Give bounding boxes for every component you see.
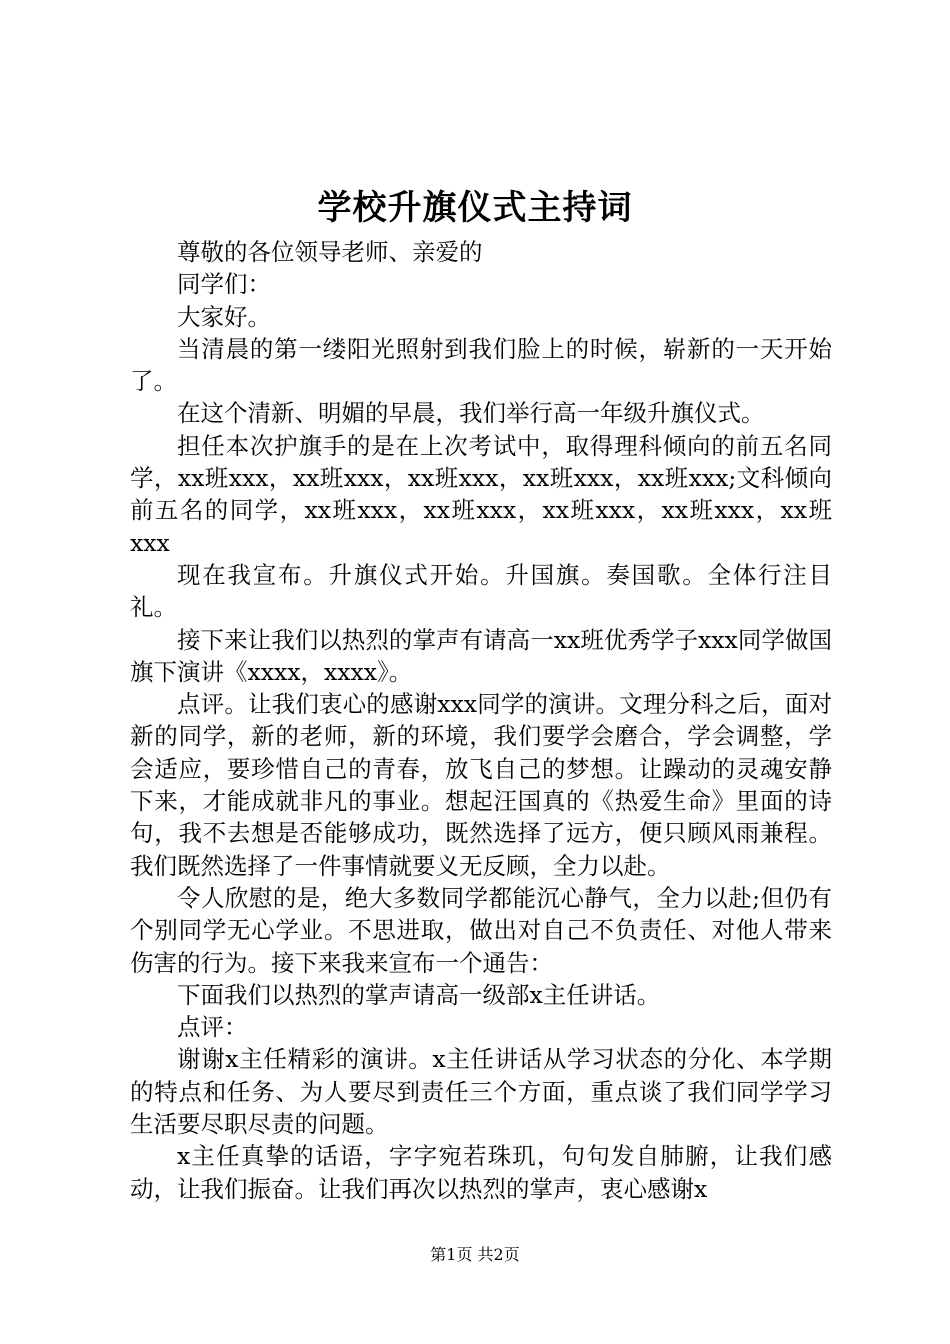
paragraph-ceremony: 在这个清新、明媚的早晨，我们举行高一年级升旗仪式。 bbox=[177, 399, 765, 428]
page-footer: 第1页 共2页 bbox=[430, 1245, 520, 1264]
paragraph-comment-label: 点评： bbox=[177, 1013, 248, 1042]
paragraph-thanks: 谢谢x主任精彩的演讲。x主任讲话从学习状态的分化、本学期的特点和任务、为人要尽到责任三个方面，重点谈了我们同学学习生活要尽职尽责的问题。 bbox=[130, 1045, 832, 1139]
paragraph-speech-invite: 接下来让我们以热烈的掌声有请高一xx班优秀学子xxx同学做国旗下演讲《xxxx，xxxx》。 bbox=[130, 625, 832, 686]
paragraph-greeting: 尊敬的各位领导老师、亲爱的 bbox=[177, 238, 483, 266]
document-title: 学校升旗仪式主持词 bbox=[317, 188, 633, 228]
paragraph-students: 同学们： bbox=[177, 270, 271, 299]
paragraph-notice: 令人欣慰的是，绝大多数同学都能沉心静气，全力以赴;但仍有个别同学无心学业。不思进取，做出对自己不负责任、对他人带来伤害的行为。接下来我来宣布一个通告： bbox=[130, 883, 832, 977]
document-body bbox=[130, 236, 832, 1205]
paragraph-hello: 大家好。 bbox=[177, 302, 271, 331]
paragraph-announce: 现在我宣布。升旗仪式开始。升国旗。奏国歌。全体行注目礼。 bbox=[130, 560, 832, 622]
paragraph-director-invite: 下面我们以热烈的掌声请高一级部x主任讲话。 bbox=[177, 980, 661, 1009]
paragraph-morning: 当清晨的第一缕阳光照射到我们脸上的时候，崭新的一天开始了。 bbox=[130, 334, 832, 396]
paragraph-flag-guards: 担任本次护旗手的是在上次考试中，取得理科倾向的前五名同学，xx班xxx，xx班xxx，xx班xxx，xx班xxx，xx班xxx;文科倾向前五名的同学，xx班xxx，xx班xxx，xx班xxx，xx班xxx，xx班xxx bbox=[130, 431, 832, 557]
paragraph-comment-1: 点评。让我们衷心的感谢xxx同学的演讲。文理分科之后，面对新的同学，新的老师，新的环境，我们要学会磨合，学会调整，学会适应，要珍惜自己的青春，放飞自己的梦想。让躁动的灵魂安静下来，才能成就非凡的事业。想起汪国真的《热爱生命》里面的诗句，我不去想是否能够成功，既然选择了远方，便只顾风雨兼程。我们既然选择了一件事情就要义无反顾，全力以赴。 bbox=[130, 690, 832, 880]
paragraph-closing: x主任真挚的话语，字字宛若珠玑，句句发自肺腑，让我们感动，让我们振奋。让我们再次以热烈的掌声，衷心感谢x bbox=[130, 1142, 832, 1203]
